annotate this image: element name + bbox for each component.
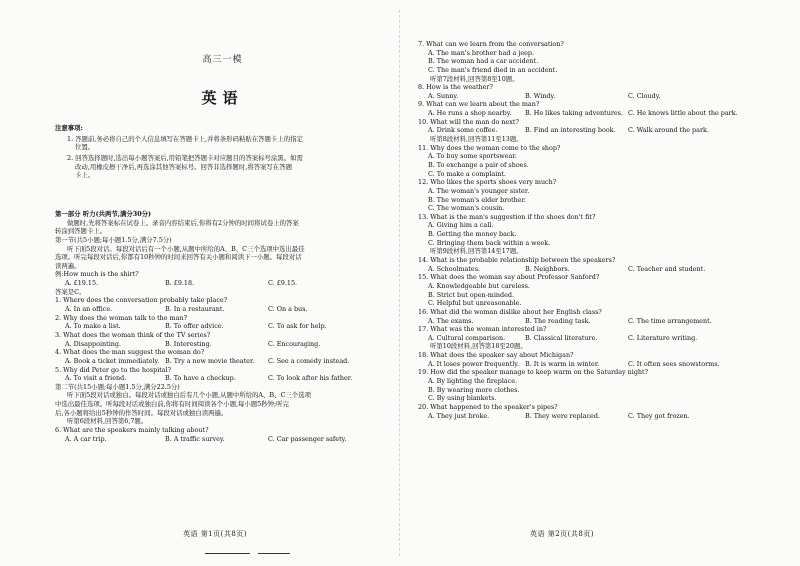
question-5: 5. Why did Peter go to the hospital? — [55, 365, 172, 374]
option: A. In an office. — [65, 305, 113, 314]
option: B. Try a new movie theater. — [165, 356, 255, 365]
question-4: 4. What does the man suggest the woman do? — [55, 348, 205, 357]
option: C. He knows little about the park. — [628, 109, 738, 118]
option: C. £9.15. — [268, 279, 298, 288]
question-options — [55, 374, 390, 383]
option: C. Encouraging. — [268, 339, 321, 348]
option: A. Cultural comparison. — [428, 333, 506, 342]
page-footer: 英语 第2页(共8页) — [530, 530, 595, 538]
notice-section — [55, 124, 390, 180]
option: B. Interesting. — [165, 339, 212, 348]
option: A. Giving him a call. — [428, 221, 494, 230]
option: A. To visit a friend. — [65, 374, 127, 383]
option: A. To make a list. — [65, 322, 121, 331]
example-answer: 答案是C。 — [55, 287, 86, 296]
section2-heading: 第二节(共15小题;每小题1.5分,满分22.5分) — [55, 382, 180, 391]
option: C. See a comedy instead. — [268, 356, 350, 365]
question-options — [55, 435, 390, 444]
option: B. In a restaurant. — [165, 305, 225, 314]
option: B. Strict but open-minded. — [428, 290, 514, 299]
option: B. £9.18. — [165, 279, 195, 288]
option: C. Walk around the park. — [628, 126, 709, 135]
question-options — [418, 126, 783, 135]
question-11: 11. Why does the woman come to the shop? — [418, 143, 561, 152]
option: C. To ask for help. — [268, 322, 327, 331]
option: B. He likes taking adventures. — [525, 109, 623, 118]
question-options — [55, 322, 390, 331]
option: A. Disappointing. — [65, 339, 121, 348]
material-note: 听第10段材料,回答第18至20题。 — [430, 342, 527, 351]
page-footer: 英语 第1页(共8页) — [183, 530, 248, 538]
footer-rule — [258, 553, 290, 554]
option: B. To have a checkup. — [165, 374, 236, 383]
notice-heading: 注意事项: — [55, 124, 83, 132]
left-page — [55, 0, 390, 566]
option: A. Sunny. — [428, 91, 459, 100]
question-13: 13. What is the man's suggestion if the shoes don't fit? — [418, 212, 596, 221]
notice-item: 卡上。 — [75, 171, 95, 180]
material-note: 听第6段材料,回答第6,7题。 — [67, 417, 148, 426]
option: B. The woman had a car accident. — [428, 57, 539, 66]
right-questions — [418, 40, 783, 420]
option: C. To look after his father. — [268, 374, 353, 383]
option: B. Windy. — [525, 91, 556, 100]
part1-section — [55, 210, 390, 443]
option: C. By using blankets. — [428, 394, 497, 403]
option: C. On a bus. — [268, 305, 308, 314]
option: B. A traffic survey. — [165, 434, 225, 443]
question-18: 18. What does the speaker say about Michigan? — [418, 351, 574, 360]
part1-intro: 转涂到答题卡上。 — [55, 227, 107, 236]
question-options — [418, 317, 783, 326]
question-20: 20. What happened to the speaker's pipes? — [418, 402, 558, 411]
notice-item: 改动,用橡皮擦干净后,再选涂其他答案标号。回答非选择题时,将答案写在答题 — [75, 162, 292, 171]
option: B. The woman's elder brother. — [428, 195, 526, 204]
notice-item: 位置。 — [75, 143, 95, 152]
option: B. Neighbors. — [525, 264, 570, 273]
section2-intro: 听下面5段对话或独白。每段对话或独白后有几个小题,从题中所给的A、B、C三个选项 — [67, 391, 311, 400]
question-options — [418, 92, 783, 101]
notice-item: 2. 回答选择题时,选出每小题答案后,用铅笔把答题卡对应题目的答案标号涂黑。如需 — [67, 153, 303, 162]
option: A. £19.15. — [65, 279, 99, 288]
option: C. They got frozen. — [628, 411, 690, 420]
option: A. Knowledgeable but careless. — [428, 281, 530, 290]
question-7: 7. What can we learn from the conversation? — [418, 40, 564, 48]
question-3: 3. What does the woman think of the TV series? — [55, 330, 211, 339]
option: C. The man's friend died in an accident. — [428, 65, 558, 74]
example-question: 例:How much is the shirt? — [55, 270, 139, 279]
option: C. To make a complaint. — [428, 169, 506, 178]
option: A. Schoolmates. — [428, 264, 481, 273]
question-1: 1. Where does the conversation probably take place? — [55, 296, 228, 305]
section1-intro: 读两遍。 — [55, 261, 81, 270]
subject-title: 英语 — [201, 89, 244, 107]
option: C. Teacher and student. — [628, 264, 706, 273]
question-options — [55, 357, 390, 366]
option: A. He runs a shop nearby. — [428, 109, 512, 118]
option: C. It often sees snowstorms. — [628, 359, 720, 368]
question-12: 12. Who likes the sports shoes very much? — [418, 178, 557, 187]
material-note: 听第7段材料,回答第8至10题。 — [430, 74, 519, 83]
option: A. To buy some sportswear. — [428, 152, 517, 161]
part1-intro: 做题时,先将答案标在试卷上。录音内容结束后,你将有2分钟的时间将试卷上的答案 — [67, 218, 299, 227]
question-options — [418, 265, 783, 274]
option: B. To exchange a pair of shoes. — [428, 160, 529, 169]
question-19: 19. How did the speaker manage to keep warm on the Saturday night? — [418, 368, 649, 377]
option: C. Bringing them back within a week. — [428, 238, 551, 247]
material-note: 听第9段材料,回答第14至17题。 — [430, 247, 523, 256]
option: A. The man's brother had a jeep. — [428, 48, 535, 57]
part1-heading: 第一部分 听力(共两节,满分30分) — [55, 210, 152, 218]
option: A. By lighting the fireplace. — [428, 376, 518, 385]
section2-intro: 后,各小题将给出5秒钟的作答时间。每段对话或独白读两遍。 — [55, 408, 228, 417]
question-9: 9. What can we learn about the man? — [418, 100, 540, 109]
option: B. By wearing more clothes. — [428, 385, 520, 394]
section1-intro: 听下面5段对话。每段对话后有一个小题,从题中所给的A、B、C三个选项中选出最佳 — [67, 244, 305, 253]
section1-intro: 选项。听完每段对话后,你都有10秒钟的时间来回答有关小题和阅读下一小题。每段对话 — [55, 253, 302, 262]
question-8: 8. How is the weather? — [418, 83, 493, 92]
option: C. Literature writing. — [628, 333, 698, 342]
option: B. To offer advice. — [165, 322, 224, 331]
option: A. The exams. — [428, 316, 474, 325]
option: A. They just broke. — [428, 411, 490, 420]
option: B. Classical literature. — [525, 333, 598, 342]
page-divider — [399, 10, 400, 556]
option: B. They were replaced. — [525, 411, 600, 420]
material-note: 听第8段材料,回答第11至13题。 — [430, 135, 523, 144]
section1-heading: 第一节(共5小题;每小题1.5分,满分7.5分) — [55, 235, 172, 244]
question-options — [418, 412, 783, 421]
question-17: 17. What was the woman interested in? — [418, 325, 547, 334]
option: B. Find an interesting book. — [525, 126, 616, 135]
question-6: 6. What are the speakers mainly talking about? — [55, 426, 209, 435]
question-15: 15. What does the woman say about Professor Sanford? — [418, 273, 600, 282]
option: C. Helpful but unreasonable. — [428, 299, 522, 308]
question-options — [418, 109, 783, 118]
question-16: 16. What did the woman dislike about her English class? — [418, 307, 602, 316]
option: A. Book a ticket immediately. — [65, 356, 160, 365]
right-page — [418, 0, 783, 566]
option: C. The woman's cousin. — [428, 204, 505, 213]
option: C. The time arrangement. — [628, 316, 712, 325]
question-options — [55, 305, 390, 314]
option: B. It is warm in winter. — [525, 359, 600, 368]
option: C. Car passenger safety. — [268, 434, 347, 443]
option: C. Cloudy. — [628, 91, 661, 100]
option: A. Drink some coffee. — [428, 126, 498, 135]
question-2: 2. Why does the woman talk to the man? — [55, 313, 188, 322]
question-options — [418, 360, 783, 369]
option: A. A car trip. — [65, 434, 107, 443]
footer-rule — [205, 553, 250, 554]
question-14: 14. What is the probable relationship between the speakers? — [418, 256, 616, 265]
exam-title: 高三一模 — [202, 55, 243, 65]
question-options — [55, 340, 390, 349]
option: A. The woman's younger sister. — [428, 186, 530, 195]
option: B. Getting the money back. — [428, 230, 517, 239]
example-options — [55, 279, 390, 288]
notice-item: 1. 答题前,务必将自己的个人信息填写在答题卡上,并将条形码粘贴在答题卡上的指定 — [67, 134, 303, 143]
section2-intro: 中选出最佳选项。听每段对话或独白前,你将有时间阅读各个小题,每小题5秒钟;听完 — [55, 400, 289, 409]
option: B. The reading task. — [525, 316, 591, 325]
question-10: 10. What will the man do next? — [418, 117, 519, 126]
option: A. It loses power frequently. — [428, 359, 520, 368]
